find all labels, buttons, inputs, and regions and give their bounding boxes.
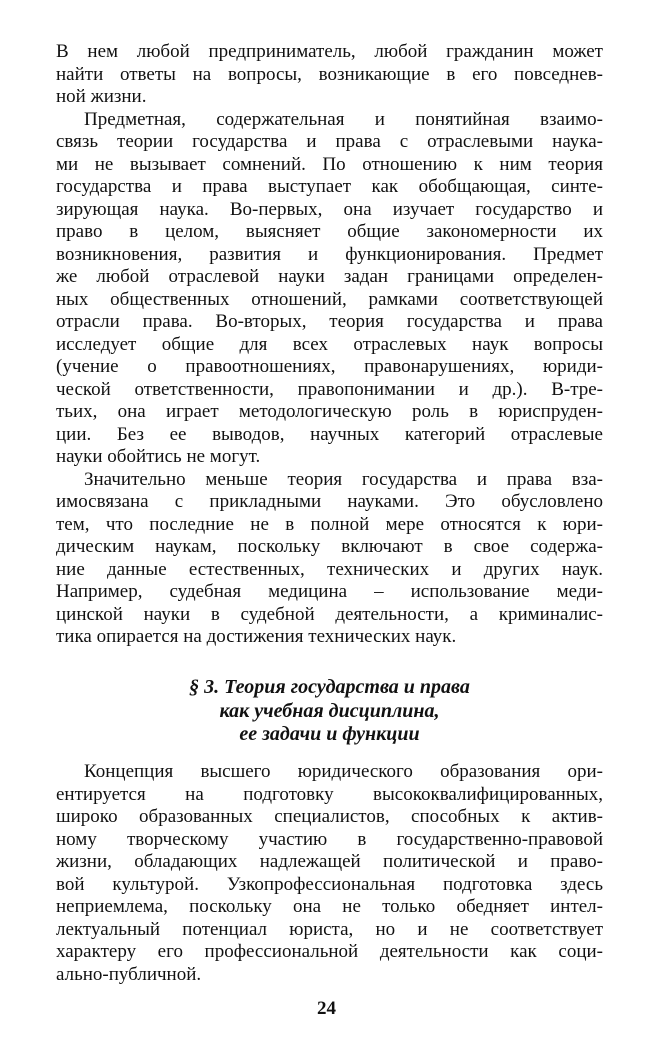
text-line: право в целом, выясняет общие закономерности их — [56, 221, 603, 242]
text-line: же любой отраслевой науки задан границами определен- — [56, 266, 603, 287]
text-line: ентируется на подготовку высококвалифицированных, — [56, 783, 603, 805]
text-line: (учение о правоотношениях, правонарушениях, юриди- — [56, 356, 603, 377]
text-line: исследует общие для всех отраслевых наук вопросы — [56, 333, 603, 355]
text-line: жизни, обладающих надлежащей политической и право- — [56, 851, 603, 872]
text-line: отрасли права. Во-вторых, теория государства и права — [56, 311, 603, 332]
text-line: тика опирается на достижения технических наук. — [56, 626, 457, 647]
section-heading-line: ее задачи и функции — [239, 723, 420, 745]
text-line: зирующая наука. Во-первых, она изучает государство и — [56, 198, 603, 220]
text-line: ально-публичной. — [56, 963, 202, 985]
text-line: вой культурой. Узкопрофессиональная подготовка здесь — [56, 873, 603, 895]
paragraph-applied-sciences — [56, 469, 603, 649]
paragraph-education-concept — [56, 761, 603, 986]
text-line: ми не вызывает сомнений. По отношению к ним теория — [56, 153, 603, 175]
text-line: Концепция высшего юридического образования ори- — [84, 761, 603, 782]
text-line: связь теории государства и права с отраслевыми наука- — [56, 131, 603, 152]
text-line: Значительно меньше теория государства и права вза- — [84, 468, 603, 490]
text-line: цинской науки в судебной деятельности, а криминалис- — [56, 603, 603, 625]
text-line: ных общественных отношений, рамками соответствующей — [56, 288, 603, 310]
section-heading-line: как учебная дисциплина, — [219, 699, 440, 722]
text-line: ному творческому участию в государственно-правовой — [56, 828, 603, 850]
text-line: науки обойтись не могут. — [56, 446, 261, 467]
text-line: дическим наукам, поскольку включают в свое содержа- — [56, 536, 603, 557]
text-line: ние данные естественных, технических и других наук. — [56, 558, 603, 580]
text-line: широко образованных специалистов, способных к актив- — [56, 806, 603, 827]
text-line: имосвязана с прикладными науками. Это обусловлено — [56, 491, 603, 512]
text-line: характеру его профессиональной деятельности как соци- — [56, 941, 603, 962]
text-line: В нем любой предприниматель, любой гражданин может — [56, 41, 603, 62]
section-heading-line: § 3. Теория государства и права — [189, 676, 470, 698]
page-number: 24 — [317, 998, 336, 1019]
text-line: ции. Без ее выводов, научных категорий отраслевые — [56, 423, 603, 445]
text-line: лектуальный потенциал юриста, но и не соответствует — [56, 918, 603, 940]
text-line: ной жизни. — [56, 86, 147, 107]
text-line: тем, что последние не в полной мере относятся к юри- — [56, 513, 603, 535]
section-heading — [56, 676, 603, 747]
text-line: тьих, она играет методологическую роль в юриспруден- — [56, 401, 603, 422]
text-line: Предметная, содержательная и понятийная взаимо- — [84, 108, 603, 130]
paragraph-interrelation-branch-sciences — [56, 109, 603, 469]
text-line: возникновения, развития и функционирования. Предмет — [56, 243, 603, 265]
text-line: ческой ответственности, правопонимании и др.). В-тре- — [56, 378, 603, 400]
text-line: неприемлема, поскольку она не только обедняет интел- — [56, 896, 603, 917]
text-line: найти ответы на вопросы, возникающие в его повседнев- — [56, 63, 603, 85]
text-line: Например, судебная медицина – использование меди- — [56, 581, 603, 602]
text-line: государства и права выступает как обобщающая, синте- — [56, 176, 603, 197]
paragraph-continuation — [56, 41, 603, 109]
